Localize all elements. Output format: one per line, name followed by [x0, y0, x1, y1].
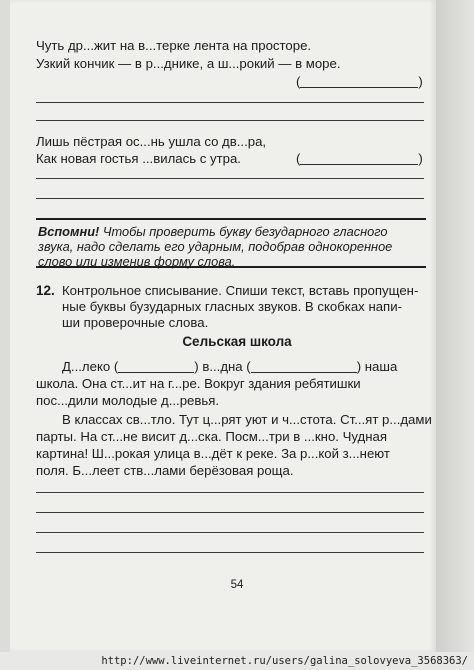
remind-box [36, 218, 426, 268]
poem2-answer-blank[interactable]: ( ) [296, 151, 423, 166]
writing-line[interactable] [36, 552, 424, 553]
check-word-blank[interactable] [118, 360, 194, 373]
source-url[interactable]: http://www.liveinternet.ru/users/galina_solovyeva_3568363/ [0, 652, 474, 670]
poem1-line1: Чуть др...жит на в...терке лента на просторе. [36, 38, 312, 53]
page-number: 54 [230, 579, 244, 591]
task-number: 12. [36, 283, 55, 298]
text-p1-line3: пос...дили молодые д...ревья. [36, 393, 220, 408]
task-instruction-line2: ные буквы бузударных гласных звуков. В скобках напи- [62, 299, 402, 314]
check-word-blank[interactable] [251, 360, 357, 373]
writing-line[interactable] [36, 120, 424, 121]
text-p2-line3: картина! Ш...рокая улица в...дёт к реке. За р...кой з...неют [36, 446, 390, 461]
task-instruction-line1: Контрольное списывание. Спиши текст, вставь пропущен- [62, 283, 419, 298]
writing-line[interactable] [36, 178, 424, 179]
text-p1-line2: школа. Она ст...ит на г...ре. Вокруг здания ребятишки [36, 376, 361, 391]
task-instruction-line3: ши проверочные слова. [62, 315, 209, 330]
poem1-line2: Узкий кончик — в р...днике, а ш...рокий — в море. [36, 56, 341, 71]
page-edge [436, 0, 474, 652]
text-title: Сельская школа [182, 334, 292, 349]
writing-line[interactable] [36, 532, 424, 533]
text-p2-line1: В классах св...тло. Тут ц...рят уют и ч...стота. Ст...ят р...дами [62, 412, 432, 427]
writing-line[interactable] [36, 198, 424, 199]
text-p1-line1: Д...леко ( ) в...дна ( ) наша [62, 359, 398, 374]
remind-label: Вспомни! [38, 224, 100, 239]
text-p2-line2: парты. На ст...не висит д...ска. Посм...три в ...кно. Чудная [36, 429, 388, 444]
writing-line[interactable] [36, 492, 424, 493]
poem1-answer-blank[interactable]: ( ) [296, 74, 423, 89]
writing-line[interactable] [36, 512, 424, 513]
poem2-line1: Лишь пёстрая ос...нь ушла со дв...ра, [36, 134, 267, 149]
poem2-line2: Как новая гостья ...вилась с утра. [36, 151, 241, 166]
writing-line[interactable] [36, 102, 424, 103]
text-p2-line4: поля. Б...леет ств...лами берёзовая роща. [36, 463, 294, 478]
remind-text: Чтобы проверить букву безударного гласного звука, надо сделать его ударным, подобрав однокоренное слово или изменив форму слова. [38, 224, 393, 269]
